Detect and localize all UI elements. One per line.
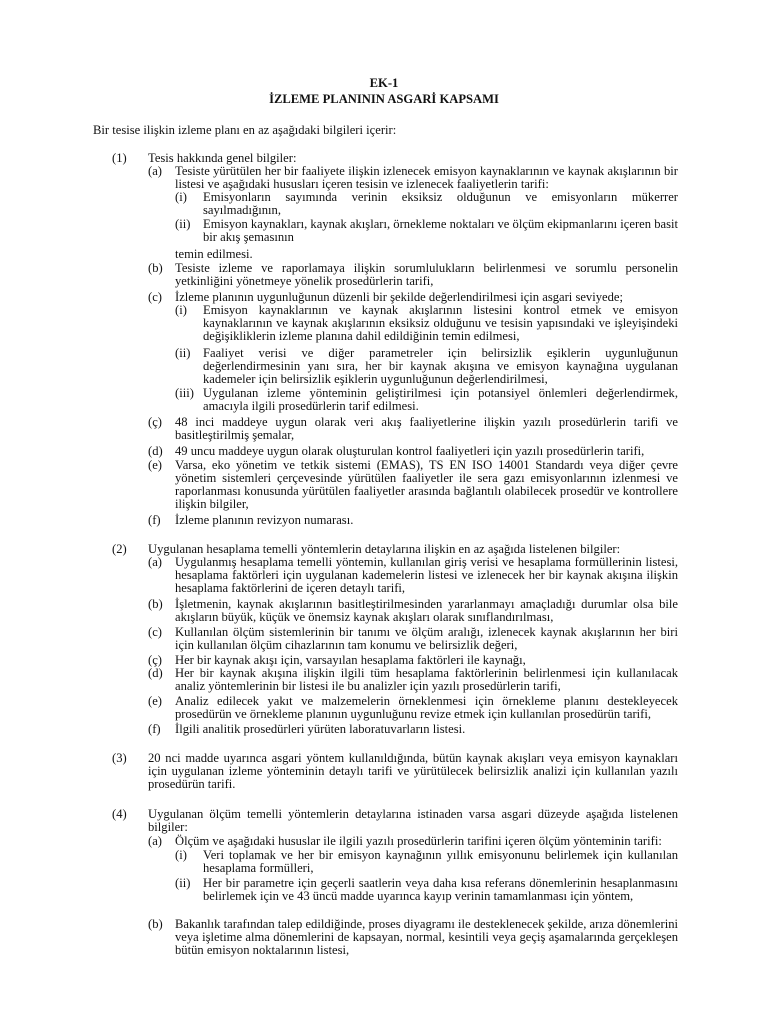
item-1cc-marker: (ç) (148, 415, 162, 429)
item-1a-ii-marker: (ii) (175, 217, 191, 231)
item-1c-iii-marker: (iii) (175, 386, 194, 400)
item-2a-marker: (a) (148, 555, 162, 569)
item-2f-text: İlgili analitik prosedürleri yürüten laboratuvarların listesi. (175, 722, 466, 736)
item-4a-ii-marker: (ii) (175, 876, 191, 890)
item-1cc-text: 48 inci maddeye uygun olarak veri akış faaliyetlerine ilişkin yazılı prosedürlerin tarifi ve basitleştirilmiş şemalar, (175, 415, 678, 443)
item-4a-text: Ölçüm ve aşağıdaki hususlar ile ilgili yazılı prosedürlerin tarifini içeren ölçüm yönteminin tarifi: (175, 834, 662, 848)
section-4-title: Uygulanan ölçüm temelli yöntemlerin detaylarına istinaden varsa asgari düzeyde aşağıda listelenen bilgiler: (148, 807, 678, 835)
item-1f-marker: (f) (148, 513, 161, 527)
item-2b-text: İşletmenin, kaynak akışlarının basitleştirilmesinden yararlanmayı amaçladığı durumlar olsa bile akışların büyük, küçük ve önemsiz kaynak akışları olarak sınıflandırılması, (175, 597, 678, 625)
item-2e-marker: (e) (148, 694, 162, 708)
item-1c-marker: (c) (148, 290, 162, 304)
item-1c-iii-text: Uygulanan izleme yönteminin geliştirilmesi için potansiyel önlemleri değerlendirmek, amacıyla ilgili prosedürlerin tarif edilmesi. (203, 386, 678, 414)
item-4a-i-text: Veri toplamak ve her bir emisyon kaynağının yıllık emisyonunu belirlemek için kullanılan hesaplama formülleri, (203, 848, 678, 876)
intro-text: Bir tesise ilişkin izleme planı en az aşağıdaki bilgileri içerir: (93, 123, 397, 137)
item-1a-text: Tesiste yürütülen her bir faaliyete ilişkin izlenecek emisyon kaynaklarının ve kaynak akışlarının bir listesi ve aşağıdaki hususları içeren tesisin ve izlenecek faaliyetlerin tarifi: (175, 164, 678, 192)
item-4a-i-marker: (i) (175, 848, 187, 862)
item-1a-ii-text: Emisyon kaynakları, kaynak akışları, örnekleme noktaları ve ölçüm ekipmanlarını içeren basit bir akış şemasının (203, 217, 678, 245)
item-1b-text: Tesiste izleme ve raporlamaya ilişkin sorumlulukların belirlenmesi ve sorumlu personelin yetkinliğini yönetmeye yönelik prosedürlerin tarifi, (175, 261, 678, 289)
section-2-title: Uygulanan hesaplama temelli yöntemlerin detaylarına ilişkin en az aşağıda listelenen bilgiler: (148, 542, 621, 556)
item-2cc-marker: (ç) (148, 653, 162, 667)
item-2d-text: Her bir kaynak akışına ilişkin ilgili tüm hesaplama faktörlerinin belirlenmesi için kullanılacak analiz yöntemlerinin bir listesi ile bu analizler için yazılı prosedürlerin tarifi, (175, 666, 678, 694)
item-2b-marker: (b) (148, 597, 163, 611)
item-2e-text: Analiz edilecek yakıt ve malzemelerin örneklenmesi için örnekleme planını destekleyecek prosedürün ve örnekleme planının uygunluğunu revize etmek için kullanılan prosedürün tarifi, (175, 694, 678, 722)
section-1-title: Tesis hakkında genel bilgiler: (148, 151, 297, 165)
item-1a-marker: (a) (148, 164, 162, 178)
item-1d-marker: (d) (148, 444, 163, 458)
item-1c-i-marker: (i) (175, 303, 187, 317)
item-4b-marker: (b) (148, 917, 163, 931)
item-1f-text: İzleme planının revizyon numarası. (175, 513, 354, 527)
item-1c-i-text: Emisyon kaynaklarının ve kaynak akışlarının listesini kontrol etmek ve emisyon kaynaklarının ve kaynak akışlarının eksiksiz olduğunu ve tesisin yapısındaki ve işleyişindeki değişikliklerin izleme planına dahil edildiğinin temin edilmesi, (203, 303, 678, 344)
item-4b-text: Bakanlık tarafından talep edildiğinde, proses diyagramı ile desteklenecek şekilde, arıza dönemlerini veya işletime alma dönemlerini de kapsayan, normal, kesintili veya geçiş aşamalarında gerçekleşen bütün emisyon noktalarının listesi, (175, 917, 678, 958)
page-title: İZLEME PLANININ ASGARİ KAPSAMI (269, 92, 499, 106)
item-4a-ii-text: Her bir parametre için geçerli saatlerin veya daha kısa referans dönemlerinin hesaplanmasını belirlemek için ve 43 üncü madde uyarınca kayıp verinin tamamlanması için yöntem, (203, 876, 678, 904)
section-1-number: (1) (112, 151, 127, 165)
section-3-text: 20 nci madde uyarınca asgari yöntem kullanıldığında, bütün kaynak akışları veya emisyon kaynakları için uygulanan izleme yönteminin detaylı tarifi ve yürütülecek belirsizlik analizi için kullanılan yazılı prosedürün tarifi. (148, 751, 678, 792)
item-1e-text: Varsa, eko yönetim ve tetkik sistemi (EMAS), TS EN ISO 14001 Standardı veya diğer çevre yönetim sistemleri çerçevesinde yürütülen faaliyetler ile sera gazı emisyonlarının izlenmesi ve raporlanması konusunda yürütülen faaliyetler arasında bağlantılı olabilecek prosedür ve kontrollere ilişkin bilgiler, (175, 458, 678, 512)
item-2cc-text: Her bir kaynak akışı için, varsayılan hesaplama faktörleri ile kaynağı, (175, 653, 526, 667)
item-1a-i-marker: (i) (175, 190, 187, 204)
item-2c-marker: (c) (148, 625, 162, 639)
item-1a-i-text: Emisyonların sayımında verinin eksiksiz olduğunun ve emisyonların mükerrer sayılmadığının, (203, 190, 678, 218)
annex-label: EK-1 (369, 76, 399, 90)
section-3-number: (3) (112, 751, 127, 765)
item-2f-marker: (f) (148, 722, 161, 736)
item-2a-text: Uygulanmış hesaplama temelli yöntemin, kullanılan giriş verisi ve hesaplama formüllerinin listesi, hesaplama faktörleri için uygulanan kademelerin listesi ve izlenecek her bir kaynak akışına ilişkin hesaplama faktörlerini de içeren detaylı tarifi, (175, 555, 678, 596)
item-1e-marker: (e) (148, 458, 162, 472)
item-1c-text: İzleme planının uygunluğunun düzenli bir şekilde değerlendirilmesi için asgari seviyede; (175, 290, 624, 304)
item-1c-ii-text: Faaliyet verisi ve diğer parametreler için belirsizlik eşiklerin uygunluğunun değerlendirmesinin yanı sıra, her bir kaynak akışına ve emisyon kaynağına uygulanan kademeler için belirsizlik eşiklerin uygunluğunun değerlendirilmesi, (203, 346, 678, 387)
item-1c-ii-marker: (ii) (175, 346, 191, 360)
item-2d-marker: (d) (148, 666, 163, 680)
item-1b-marker: (b) (148, 261, 163, 275)
item-1a-tail: temin edilmesi. (175, 247, 253, 261)
item-2c-text: Kullanılan ölçüm sistemlerinin bir tanımı ve ölçüm aralığı, izlenecek kaynak akışlarının her biri için kullanılan ölçüm cihazlarının tam konumu ve belirsizlik değeri, (175, 625, 678, 653)
section-2-number: (2) (112, 542, 127, 556)
section-4-number: (4) (112, 807, 127, 821)
item-4a-marker: (a) (148, 834, 162, 848)
item-1d-text: 49 uncu maddeye uygun olarak oluşturulan kontrol faaliyetleri için yazılı prosedürlerin tarifi, (175, 444, 645, 458)
